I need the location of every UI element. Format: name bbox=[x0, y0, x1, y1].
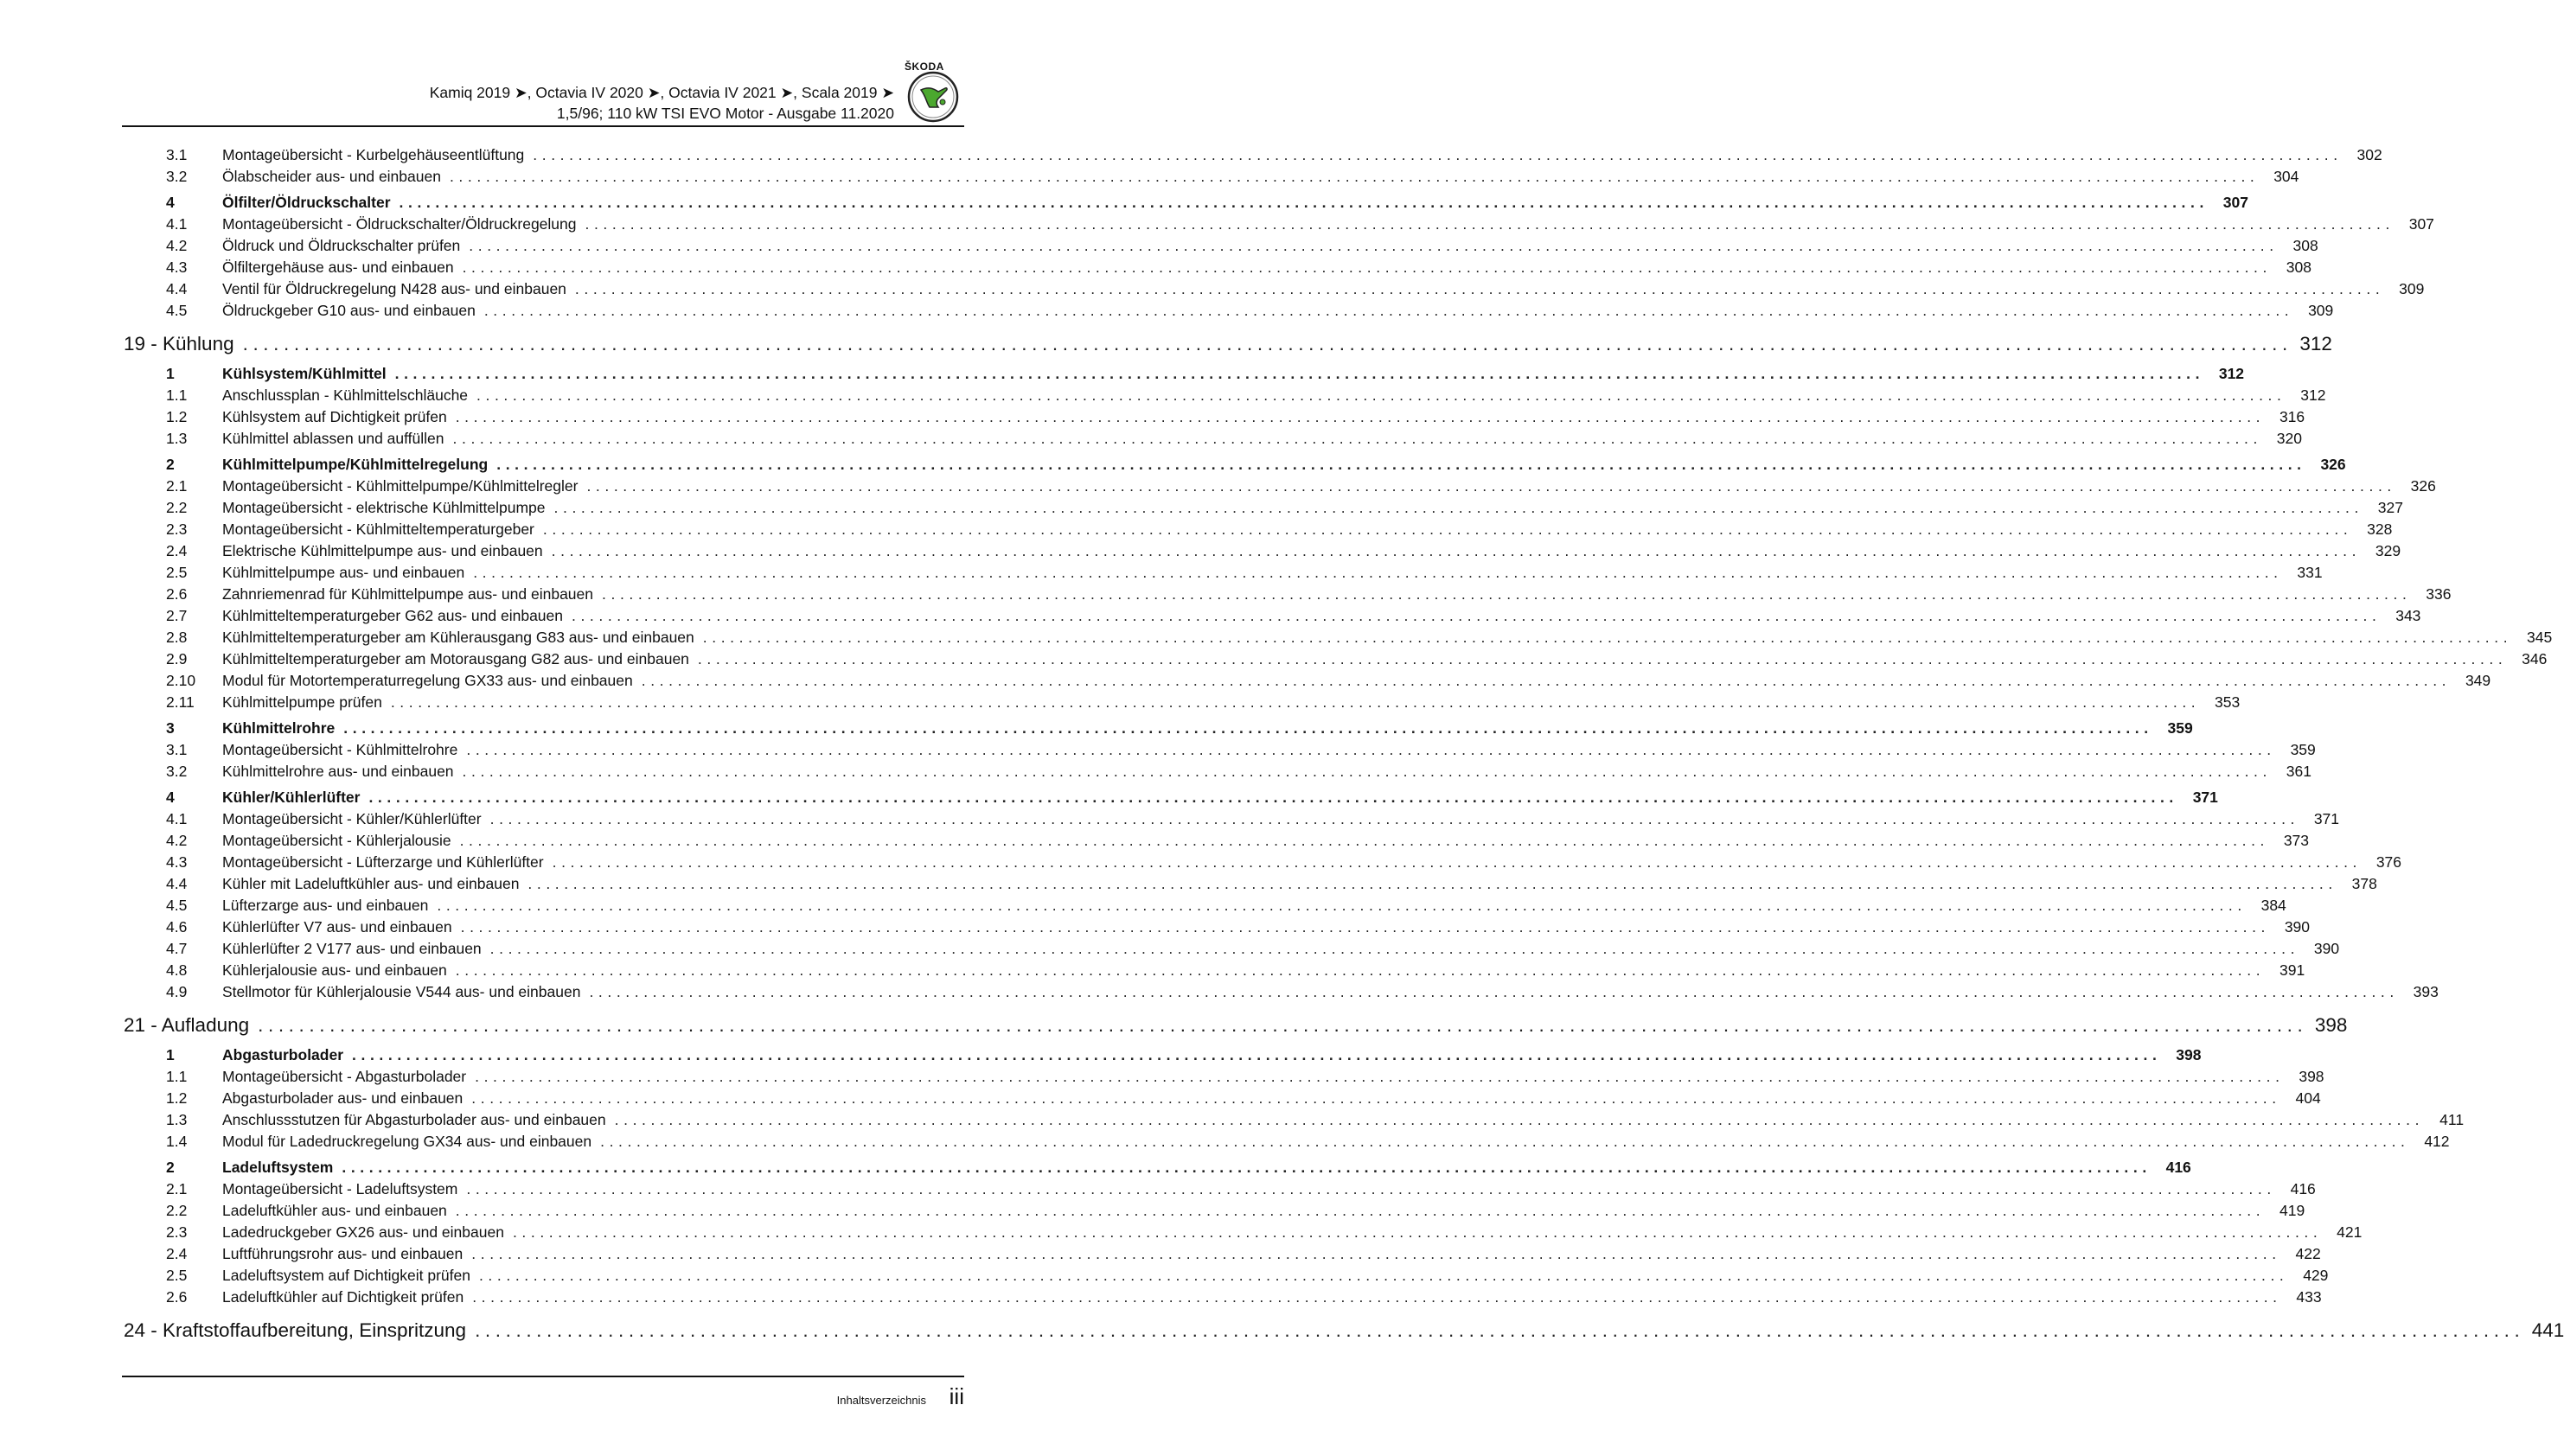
toc-entry-number: 4.1 bbox=[166, 215, 188, 233]
toc-item-row[interactable] bbox=[0, 605, 2421, 627]
toc-section-row[interactable] bbox=[0, 192, 2248, 214]
header-rule bbox=[122, 125, 964, 127]
toc-item-row[interactable] bbox=[0, 562, 2323, 584]
toc-entry-title[interactable]: Kühlmittelpumpe prüfen bbox=[222, 693, 382, 711]
dot-leader: ........................................................................................................................................................................................................ bbox=[697, 650, 2508, 667]
dot-leader: ........................................................................................................................................................................................................ bbox=[585, 215, 2395, 233]
toc-entry-number: 2.1 bbox=[166, 1180, 188, 1197]
toc-entry-number: 1.3 bbox=[166, 430, 188, 447]
toc-entry-title[interactable]: 19 - Kühlung bbox=[124, 333, 234, 354]
header-models: Kamiq 2019 ➤, Octavia IV 2020 ➤, Octavia IV 2021 ➤, Scala 2019 ➤ bbox=[429, 84, 894, 101]
dot-leader: ........................................................................................................................................................................................................ bbox=[368, 789, 2178, 806]
toc-entry-page[interactable]: 416 bbox=[2290, 1180, 2316, 1197]
dot-leader: ........................................................................................................................................................................................................ bbox=[542, 520, 2353, 538]
toc-entry-page[interactable]: 312 bbox=[2218, 365, 2245, 382]
dot-leader: ........................................................................................................................................................................................................ bbox=[258, 1014, 2308, 1036]
toc-entry-page[interactable]: 433 bbox=[2296, 1288, 2322, 1306]
toc-item-row[interactable] bbox=[0, 1131, 2450, 1153]
toc-entry-title[interactable]: Elektrische Kühlmittelpumpe aus- und einbauen bbox=[222, 542, 543, 559]
toc-entry-number: 3.2 bbox=[166, 168, 188, 185]
toc-entry-page[interactable]: 309 bbox=[2399, 280, 2425, 297]
toc-entry-title[interactable]: Kühlmittelpumpe aus- und einbauen bbox=[222, 564, 465, 581]
toc-entry-page[interactable]: 404 bbox=[2295, 1089, 2321, 1107]
dot-leader: ........................................................................................................................................................................................................ bbox=[455, 1202, 2266, 1219]
toc-entry-title[interactable]: Modul für Motortemperaturregelung GX33 aus- und einbauen bbox=[222, 672, 633, 689]
dot-leader: ........................................................................................................................................................................................................ bbox=[586, 477, 2396, 495]
toc-entry-page[interactable]: 320 bbox=[2276, 430, 2302, 447]
toc-item-row[interactable] bbox=[0, 938, 2340, 960]
toc-entry-page[interactable]: 331 bbox=[2297, 564, 2323, 581]
toc-entry-title[interactable]: Ölabscheider aus- und einbauen bbox=[222, 168, 441, 185]
toc-entry-number: 1.1 bbox=[166, 1068, 188, 1085]
toc-entry-number: 2.2 bbox=[166, 499, 188, 516]
dot-leader: ........................................................................................................................................................................................................ bbox=[553, 499, 2363, 516]
toc-entry-title[interactable]: 24 - Kraftstoffaufbereitung, Einspritzung bbox=[124, 1319, 467, 1341]
toc-entry-page[interactable]: 429 bbox=[2303, 1267, 2329, 1284]
toc-section-row[interactable] bbox=[0, 718, 2193, 739]
toc-entry-page[interactable]: 353 bbox=[2215, 693, 2241, 711]
toc-entry-page[interactable]: 328 bbox=[2367, 520, 2393, 538]
toc-entry-title[interactable]: Montageübersicht - elektrische Kühlmittelpumpe bbox=[222, 499, 546, 516]
toc-item-row[interactable] bbox=[0, 895, 2286, 916]
toc-entry-page[interactable]: 307 bbox=[2222, 194, 2248, 211]
toc-entry-title[interactable]: Öldruckgeber G10 aus- und einbauen bbox=[222, 302, 476, 319]
toc-chapter-row[interactable] bbox=[0, 329, 2332, 359]
toc-item-row[interactable] bbox=[0, 540, 2401, 562]
toc-entry-title[interactable]: Montageübersicht - Ladeluftsystem bbox=[222, 1180, 458, 1197]
toc-entry-title[interactable]: Kühlsystem/Kühlmittel bbox=[222, 365, 387, 382]
toc-entry-page[interactable]: 343 bbox=[2395, 607, 2421, 624]
dot-leader: ........................................................................................................................................................................................................ bbox=[512, 1223, 2323, 1241]
dot-leader: ........................................................................................................................................................................................................ bbox=[641, 672, 2452, 689]
toc-entry-page[interactable]: 359 bbox=[2167, 719, 2193, 737]
toc-entry-title[interactable]: Kühlmitteltemperaturgeber am Kühlerausgang G83 aus- und einbauen bbox=[222, 629, 694, 646]
toc-entry-title[interactable]: Abgasturbolader bbox=[222, 1046, 344, 1063]
toc-entry-title[interactable]: Abgasturbolader aus- und einbauen bbox=[222, 1089, 464, 1107]
toc-entry-title[interactable]: Kühlmittelrohre aus- und einbauen bbox=[222, 763, 454, 780]
toc-item-row[interactable] bbox=[0, 278, 2425, 300]
toc-item-row[interactable] bbox=[0, 627, 2553, 648]
toc-entry-number: 2 bbox=[166, 1159, 175, 1176]
toc-item-row[interactable] bbox=[0, 852, 2402, 873]
toc-entry-title[interactable]: Ladeluftkühler auf Dichtigkeit prüfen bbox=[222, 1288, 464, 1306]
dot-leader: ........................................................................................................................................................................................................ bbox=[455, 961, 2266, 979]
toc-entry-number: 4.5 bbox=[166, 897, 188, 914]
toc-entry-title[interactable]: Ölfilter/Öldruckschalter bbox=[222, 194, 391, 211]
toc-entry-page[interactable]: 390 bbox=[2284, 918, 2311, 936]
toc-item-row[interactable] bbox=[0, 648, 2548, 670]
dot-leader: ........................................................................................................................................................................................................ bbox=[614, 1111, 2425, 1128]
toc-entry-title[interactable]: Kühlerjalousie aus- und einbauen bbox=[222, 961, 447, 979]
toc-entry-page[interactable]: 376 bbox=[2375, 853, 2402, 871]
dot-leader: ........................................................................................................................................................................................................ bbox=[343, 719, 2153, 737]
toc-item-row[interactable] bbox=[0, 166, 2299, 188]
toc-item-row[interactable] bbox=[0, 1200, 2305, 1222]
toc-item-row[interactable] bbox=[0, 144, 2382, 166]
toc-chapter-row[interactable] bbox=[0, 1011, 2348, 1040]
toc-entry-page[interactable]: 308 bbox=[2286, 259, 2311, 276]
toc-entry-number: 1 bbox=[166, 1046, 175, 1063]
toc-chapter-row[interactable] bbox=[0, 1316, 2564, 1345]
dot-leader: ........................................................................................................................................................................................................ bbox=[496, 456, 2306, 473]
toc-entry-title[interactable]: Montageübersicht - Abgasturbolader bbox=[222, 1068, 467, 1085]
toc-entry-number: 3.1 bbox=[166, 741, 188, 758]
toc-entry-number: 2.1 bbox=[166, 477, 188, 495]
toc-entry-page[interactable]: 309 bbox=[2308, 302, 2334, 319]
toc-entry-page[interactable]: 327 bbox=[2377, 499, 2403, 516]
toc-entry-title[interactable]: Zahnriemenrad für Kühlmittelpumpe aus- und einbauen bbox=[222, 585, 594, 603]
toc-entry-title[interactable]: Ladeluftkühler aus- und einbauen bbox=[222, 1202, 447, 1219]
dot-leader: ........................................................................................................................................................................................................ bbox=[533, 146, 2343, 163]
toc-item-row[interactable] bbox=[0, 873, 2377, 895]
toc-entry-page[interactable]: 345 bbox=[2526, 629, 2553, 646]
dot-leader: ........................................................................................................................................................................................................ bbox=[471, 1245, 2281, 1262]
toc-entry-number: 4 bbox=[166, 789, 175, 806]
toc-item-row[interactable] bbox=[0, 916, 2311, 938]
toc-entry-number: 2.5 bbox=[166, 1267, 188, 1284]
dot-leader: ........................................................................................................................................................................................................ bbox=[476, 386, 2286, 404]
dot-leader: ........................................................................................................................................................................................................ bbox=[489, 810, 2300, 827]
toc-entry-number: 4.9 bbox=[166, 983, 188, 1000]
toc-entry-number: 4 bbox=[166, 194, 175, 211]
footer-section-label: Inhaltsverzeichnis bbox=[836, 1394, 926, 1407]
toc-entry-number: 4.3 bbox=[166, 259, 188, 276]
toc-entry-number: 2.3 bbox=[166, 520, 188, 538]
dot-leader: ........................................................................................................................................................................................................ bbox=[478, 1267, 2289, 1284]
dot-leader: ........................................................................................................................................................................................................ bbox=[469, 237, 2279, 254]
toc-entry-title[interactable]: Ladeluftsystem bbox=[222, 1159, 334, 1176]
toc-entry-title[interactable]: Kühlerlüfter V7 aus- und einbauen bbox=[222, 918, 452, 936]
toc-entry-page[interactable]: 441 bbox=[2531, 1319, 2564, 1341]
toc-entry-number: 4.5 bbox=[166, 302, 188, 319]
toc-entry-page[interactable]: 316 bbox=[2279, 408, 2305, 425]
toc-item-row[interactable] bbox=[0, 981, 2439, 1003]
toc-entry-title[interactable]: Stellmotor für Kühlerjalousie V544 aus- und einbauen bbox=[222, 983, 581, 1000]
toc-entry-page[interactable]: 398 bbox=[2314, 1014, 2348, 1036]
dot-leader: ........................................................................................................................................................................................................ bbox=[466, 741, 2276, 758]
toc-entry-page[interactable]: 411 bbox=[2439, 1111, 2465, 1128]
dot-leader: ........................................................................................................................................................................................................ bbox=[471, 1089, 2281, 1107]
toc-item-row[interactable] bbox=[0, 519, 2393, 540]
toc-item-row[interactable] bbox=[0, 1178, 2316, 1200]
toc-entry-title[interactable]: Kühlerlüfter 2 V177 aus- und einbauen bbox=[222, 940, 482, 957]
toc-entry-page[interactable]: 308 bbox=[2292, 237, 2318, 254]
toc-item-row[interactable] bbox=[0, 761, 2311, 782]
toc-item-row[interactable] bbox=[0, 235, 2318, 257]
toc-entry-page[interactable]: 378 bbox=[2351, 875, 2377, 892]
toc-entry-page[interactable]: 421 bbox=[2337, 1223, 2363, 1241]
dot-leader: ........................................................................................................................................................................................................ bbox=[242, 333, 2292, 354]
toc-entry-page[interactable]: 329 bbox=[2375, 542, 2401, 559]
toc-entry-page[interactable]: 373 bbox=[2283, 832, 2310, 849]
dot-leader: ........................................................................................................................................................................................................ bbox=[352, 1046, 2162, 1063]
toc-entry-page[interactable]: 307 bbox=[2408, 215, 2434, 233]
toc-item-row[interactable] bbox=[0, 476, 2436, 497]
dot-leader: ........................................................................................................................................................................................................ bbox=[574, 280, 2385, 297]
toc-entry-number: 1 bbox=[166, 365, 175, 382]
dot-leader: ........................................................................................................................................................................................................ bbox=[602, 585, 2412, 603]
toc-entry-number: 2.6 bbox=[166, 585, 188, 603]
toc-entry-title[interactable]: Kühlsystem auf Dichtigkeit prüfen bbox=[222, 408, 447, 425]
toc-entry-title[interactable]: Montageübersicht - Kühlmittelpumpe/Kühlmittelregler bbox=[222, 477, 579, 495]
toc-entry-title[interactable]: 21 - Aufladung bbox=[124, 1014, 250, 1036]
toc-item-row[interactable] bbox=[0, 1088, 2321, 1109]
toc-entry-title[interactable]: Kühlmitteltemperaturgeber G62 aus- und einbauen bbox=[222, 607, 563, 624]
toc-item-row[interactable] bbox=[0, 257, 2311, 278]
toc-entry-title[interactable]: Kühler/Kühlerlüfter bbox=[222, 789, 361, 806]
toc-entry-number: 2.6 bbox=[166, 1288, 188, 1306]
toc-entry-title[interactable]: Kühlmittelpumpe/Kühlmittelregelung bbox=[222, 456, 489, 473]
toc-entry-page[interactable]: 326 bbox=[2320, 456, 2346, 473]
dot-leader: ........................................................................................................................................................................................................ bbox=[342, 1159, 2152, 1176]
toc-item-row[interactable] bbox=[0, 830, 2310, 852]
toc-entry-number: 2.4 bbox=[166, 1245, 188, 1262]
toc-entry-number: 3 bbox=[166, 719, 175, 737]
toc-entry-page[interactable]: 391 bbox=[2279, 961, 2305, 979]
toc-entry-title[interactable]: Anschlussstutzen für Abgasturbolader aus- und einbauen bbox=[222, 1111, 606, 1128]
toc-entry-number: 2.9 bbox=[166, 650, 188, 667]
dot-leader: ........................................................................................................................................................................................................ bbox=[551, 542, 2362, 559]
toc-item-row[interactable] bbox=[0, 1066, 2324, 1088]
header-engine-edition: 1,5/96; 110 kW TSI EVO Motor - Ausgabe 11.2020 bbox=[556, 105, 894, 122]
toc-item-row[interactable] bbox=[0, 1287, 2322, 1308]
dot-leader: ........................................................................................................................................................................................................ bbox=[437, 897, 2247, 914]
toc-entry-title[interactable]: Kühlmittelrohre bbox=[222, 719, 336, 737]
dot-leader: ........................................................................................................................................................................................................ bbox=[459, 832, 2270, 849]
toc-entry-number: 4.2 bbox=[166, 832, 188, 849]
toc-entry-number: 2.2 bbox=[166, 1202, 188, 1219]
toc-entry-page[interactable]: 361 bbox=[2286, 763, 2311, 780]
toc-entry-number: 4.6 bbox=[166, 918, 188, 936]
toc-section-row[interactable] bbox=[0, 1157, 2191, 1178]
dot-leader: ........................................................................................................................................................................................................ bbox=[589, 983, 2399, 1000]
toc-entry-title[interactable]: Kühlmitteltemperaturgeber am Motorausgang G82 aus- und einbauen bbox=[222, 650, 689, 667]
toc-entry-page[interactable]: 419 bbox=[2279, 1202, 2305, 1219]
toc-entry-title[interactable]: Ventil für Öldruckregelung N428 aus- und einbauen bbox=[222, 280, 566, 297]
toc-item-row[interactable] bbox=[0, 692, 2241, 713]
dot-leader: ........................................................................................................................................................................................................ bbox=[466, 1180, 2276, 1197]
toc-entry-page[interactable]: 412 bbox=[2424, 1133, 2450, 1150]
toc-entry-page[interactable]: 416 bbox=[2165, 1159, 2191, 1176]
toc-entry-title[interactable]: Ladedruckgeber GX26 aus- und einbauen bbox=[222, 1223, 504, 1241]
toc-item-row[interactable] bbox=[0, 1265, 2329, 1287]
dot-leader: ........................................................................................................................................................................................................ bbox=[572, 607, 2382, 624]
toc-entry-number: 2.4 bbox=[166, 542, 188, 559]
toc-item-row[interactable] bbox=[0, 300, 2334, 322]
toc-section-row[interactable] bbox=[0, 454, 2346, 476]
dot-leader: ........................................................................................................................................................................................................ bbox=[460, 918, 2271, 936]
toc-entry-page[interactable]: 422 bbox=[2295, 1245, 2321, 1262]
toc-entry-page[interactable]: 302 bbox=[2356, 146, 2382, 163]
toc-entry-page[interactable]: 346 bbox=[2522, 650, 2548, 667]
toc-entry-number: 4.3 bbox=[166, 853, 188, 871]
toc-entry-title[interactable]: Montageübersicht - Kühler/Kühlerlüfter bbox=[222, 810, 482, 827]
toc-entry-page[interactable]: 390 bbox=[2313, 940, 2340, 957]
toc-entry-page[interactable]: 336 bbox=[2426, 585, 2452, 603]
toc-item-row[interactable] bbox=[0, 584, 2452, 605]
dot-leader: ........................................................................................................................................................................................................ bbox=[475, 1068, 2285, 1085]
toc-entry-page[interactable]: 393 bbox=[2413, 983, 2439, 1000]
toc-entry-title[interactable]: Kühlmittel ablassen und auffüllen bbox=[222, 430, 444, 447]
toc-item-row[interactable] bbox=[0, 1243, 2321, 1265]
toc-entry-number: 3.2 bbox=[166, 763, 188, 780]
toc-entry-page[interactable]: 384 bbox=[2260, 897, 2286, 914]
toc-entry-page[interactable]: 359 bbox=[2290, 741, 2316, 758]
toc-entry-number: 4.4 bbox=[166, 280, 188, 297]
dot-leader: ........................................................................................................................................................................................................ bbox=[452, 430, 2262, 447]
toc-entry-page[interactable]: 398 bbox=[2176, 1046, 2202, 1063]
toc-entry-title[interactable]: Montageübersicht - Kurbelgehäuseentlüftung bbox=[222, 146, 525, 163]
dot-leader: ........................................................................................................................................................................................................ bbox=[702, 629, 2513, 646]
toc-entry-title[interactable]: Montageübersicht - Kühlmitteltemperaturgeber bbox=[222, 520, 534, 538]
toc-entry-page[interactable]: 326 bbox=[2410, 477, 2436, 495]
toc-item-row[interactable] bbox=[0, 960, 2305, 981]
toc-section-row[interactable] bbox=[0, 1044, 2202, 1066]
dot-leader: ........................................................................................................................................................................................................ bbox=[390, 693, 2201, 711]
toc-item-row[interactable] bbox=[0, 1109, 2465, 1131]
dot-leader: ........................................................................................................................................................................................................ bbox=[552, 853, 2363, 871]
footer-rule bbox=[122, 1376, 964, 1377]
toc-item-row[interactable] bbox=[0, 214, 2434, 235]
toc-entry-number: 4.1 bbox=[166, 810, 188, 827]
toc-section-row[interactable] bbox=[0, 787, 2218, 808]
dot-leader: ........................................................................................................................................................................................................ bbox=[399, 194, 2209, 211]
toc-entry-number: 2.11 bbox=[166, 693, 195, 711]
toc-entry-page[interactable]: 398 bbox=[2299, 1068, 2324, 1085]
toc-item-row[interactable] bbox=[0, 670, 2491, 692]
toc-item-row[interactable] bbox=[0, 1222, 2363, 1243]
toc-entry-number: 2.10 bbox=[166, 672, 196, 689]
toc-item-row[interactable] bbox=[0, 385, 2326, 406]
toc-entry-number: 1.1 bbox=[166, 386, 188, 404]
toc-entry-title[interactable]: Ladeluftsystem auf Dichtigkeit prüfen bbox=[222, 1267, 470, 1284]
dot-leader: ........................................................................................................................................................................................................ bbox=[472, 1288, 2282, 1306]
brand-wordmark: ŠKODA bbox=[905, 61, 944, 73]
toc-entry-title[interactable]: Luftführungsrohr aus- und einbauen bbox=[222, 1245, 464, 1262]
toc-entry-page[interactable]: 312 bbox=[2300, 386, 2326, 404]
footer-page-number: iii bbox=[949, 1383, 964, 1409]
dot-leader: ........................................................................................................................................................................................................ bbox=[489, 940, 2300, 957]
toc-entry-number: 4.7 bbox=[166, 940, 188, 957]
toc-entry-number: 4.4 bbox=[166, 875, 188, 892]
toc-item-row[interactable] bbox=[0, 497, 2403, 519]
dot-leader: ........................................................................................................................................................................................................ bbox=[462, 763, 2272, 780]
toc-entry-title[interactable]: Öldruck und Öldruckschalter prüfen bbox=[222, 237, 461, 254]
toc-entry-title[interactable]: Kühler mit Ladeluftkühler aus- und einbauen bbox=[222, 875, 520, 892]
toc-entry-number: 2 bbox=[166, 456, 175, 473]
toc-entry-title[interactable]: Montageübersicht - Kühlerjalousie bbox=[222, 832, 451, 849]
toc-section-row[interactable] bbox=[0, 363, 2245, 385]
toc-entry-title[interactable]: Anschlussplan - Kühlmittelschläuche bbox=[222, 386, 469, 404]
toc-entry-number: 2.5 bbox=[166, 564, 188, 581]
toc-entry-number: 1.3 bbox=[166, 1111, 188, 1128]
toc-item-row[interactable] bbox=[0, 808, 2340, 830]
table-of-contents bbox=[0, 144, 2564, 1345]
toc-entry-number: 4.2 bbox=[166, 237, 188, 254]
toc-entry-title[interactable]: Montageübersicht - Öldruckschalter/Öldruckregelung bbox=[222, 215, 577, 233]
toc-entry-title[interactable]: Lüfterzarge aus- und einbauen bbox=[222, 897, 429, 914]
dot-leader: ........................................................................................................................................................................................................ bbox=[483, 302, 2294, 319]
toc-entry-title[interactable]: Ölfiltergehäuse aus- und einbauen bbox=[222, 259, 454, 276]
toc-entry-number: 2.7 bbox=[166, 607, 188, 624]
toc-entry-page[interactable]: 371 bbox=[2313, 810, 2340, 827]
toc-item-row[interactable] bbox=[0, 739, 2316, 761]
toc-entry-page[interactable]: 312 bbox=[2299, 333, 2332, 354]
toc-entry-number: 2.8 bbox=[166, 629, 188, 646]
toc-entry-number: 1.2 bbox=[166, 408, 188, 425]
toc-entry-number: 1.4 bbox=[166, 1133, 188, 1150]
dot-leader: ........................................................................................................................................................................................................ bbox=[394, 365, 2205, 382]
toc-entry-title[interactable]: Montageübersicht - Lüfterzarge und Kühlerlüfter bbox=[222, 853, 544, 871]
toc-entry-title[interactable]: Montageübersicht - Kühlmittelrohre bbox=[222, 741, 458, 758]
toc-entry-number: 1.2 bbox=[166, 1089, 188, 1107]
dot-leader: ........................................................................................................................................................................................................ bbox=[528, 875, 2337, 892]
toc-entry-page[interactable]: 304 bbox=[2273, 168, 2299, 185]
toc-entry-number: 4.8 bbox=[166, 961, 188, 979]
dot-leader: ........................................................................................................................................................................................................ bbox=[475, 1319, 2525, 1341]
skoda-logo-icon bbox=[907, 71, 959, 123]
dot-leader: ........................................................................................................................................................................................................ bbox=[462, 259, 2272, 276]
toc-entry-number: 2.3 bbox=[166, 1223, 188, 1241]
toc-entry-page[interactable]: 371 bbox=[2192, 789, 2218, 806]
toc-entry-title[interactable]: Modul für Ladedruckregelung GX34 aus- und einbauen bbox=[222, 1133, 592, 1150]
dot-leader: ........................................................................................................................................................................................................ bbox=[449, 168, 2260, 185]
dot-leader: ........................................................................................................................................................................................................ bbox=[455, 408, 2266, 425]
toc-entry-number: 3.1 bbox=[166, 146, 188, 163]
toc-item-row[interactable] bbox=[0, 428, 2302, 450]
toc-item-row[interactable] bbox=[0, 406, 2305, 428]
dot-leader: ........................................................................................................................................................................................................ bbox=[473, 564, 2283, 581]
dot-leader: ........................................................................................................................................................................................................ bbox=[600, 1133, 2410, 1150]
toc-entry-page[interactable]: 349 bbox=[2465, 672, 2491, 689]
